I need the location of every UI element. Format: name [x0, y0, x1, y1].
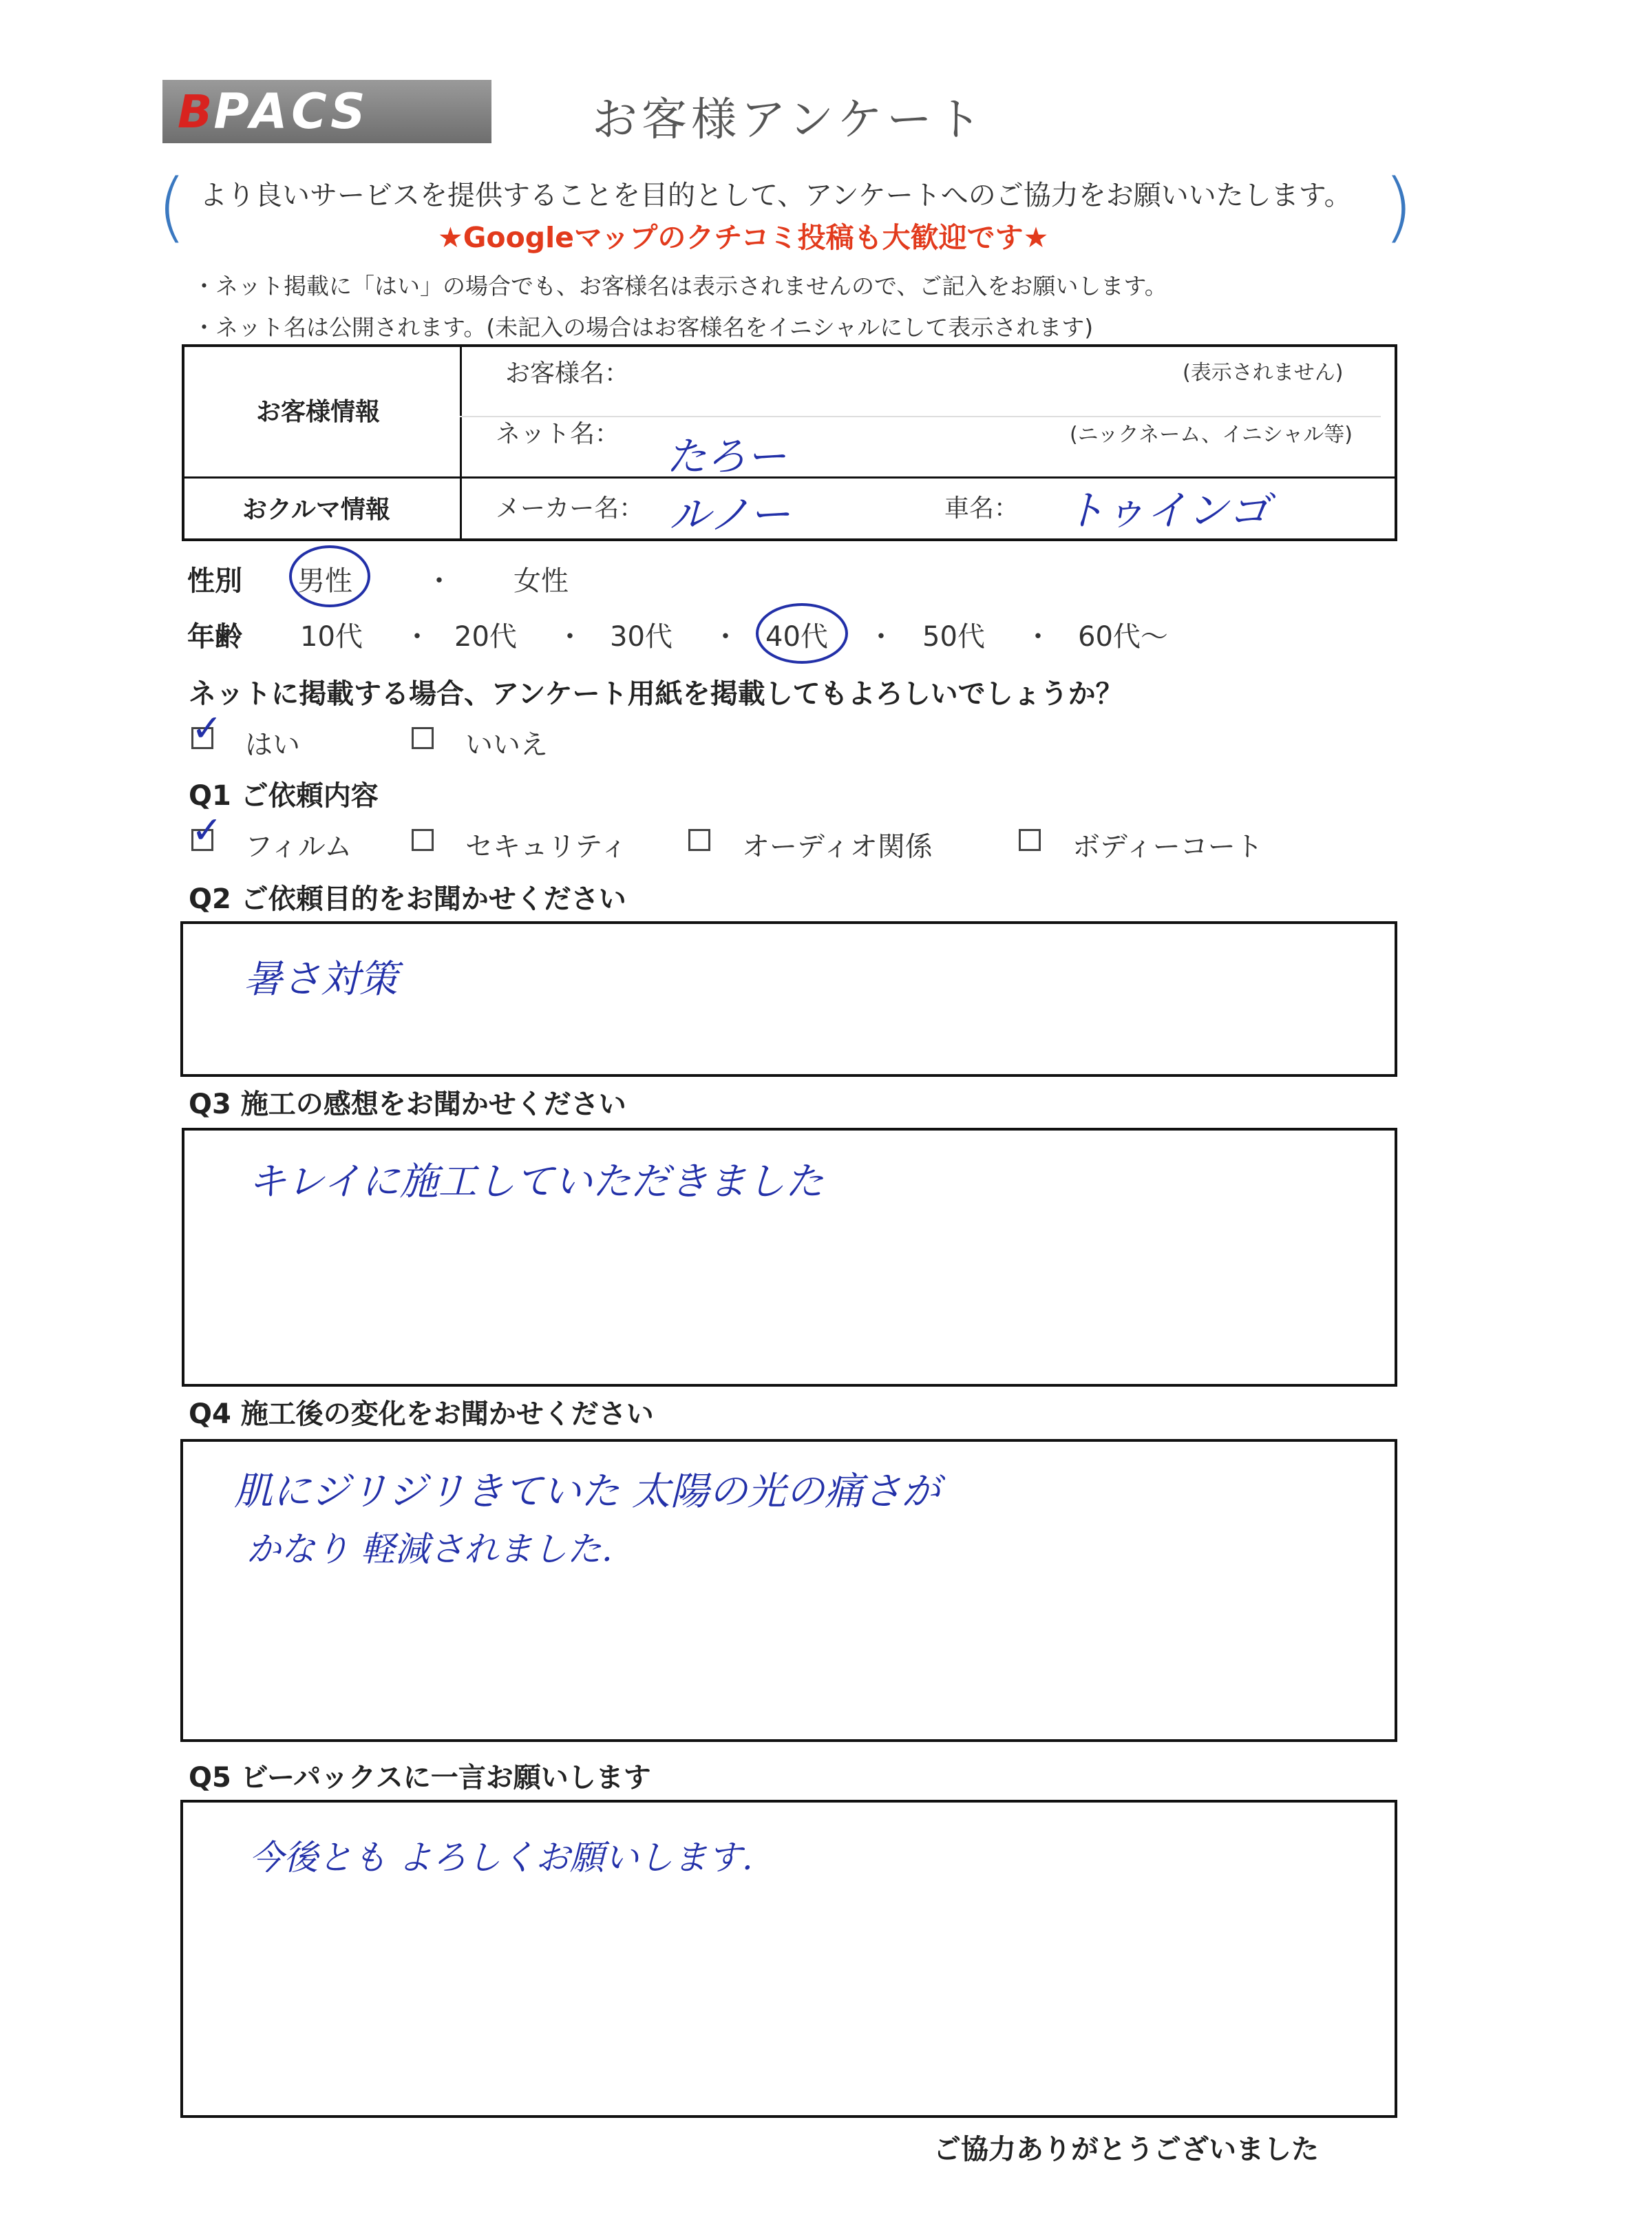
- option-separator: ・: [556, 621, 584, 653]
- q4-label: Q4 施工後の変化をお聞かせください: [189, 1398, 654, 1430]
- maker-value: ルノー: [669, 491, 790, 539]
- age-option-50s[interactable]: 50代: [922, 621, 985, 653]
- note-line-1: ・ネット掲載に「はい」の場合でも、お客様名は表示されませんので、ご記入をお願いします。: [193, 273, 1167, 300]
- car-info-header: おクルマ情報: [242, 496, 390, 524]
- option-separator: ・: [867, 621, 895, 653]
- q1-bodycoat-label: ボディーコート: [1072, 831, 1263, 863]
- gender-label: 性別: [187, 565, 242, 597]
- q3-answer-box[interactable]: [182, 1128, 1397, 1387]
- age-label: 年齢: [187, 621, 242, 653]
- right-bracket-decoration: ): [1384, 162, 1413, 251]
- note-line-2: ・ネット名は公開されます。(未記入の場合はお客様名をイニシャルにして表示されます): [193, 314, 1094, 341]
- gender-option-female[interactable]: 女性: [513, 565, 569, 597]
- q1-security-checkbox[interactable]: [412, 829, 434, 851]
- age-option-40s[interactable]: 40代: [765, 621, 828, 653]
- option-separator: ・: [403, 621, 431, 653]
- q3-label: Q3 施工の感想をお聞かせください: [189, 1089, 626, 1120]
- logo-mark: B: [178, 85, 211, 138]
- bpacs-logo: [162, 80, 491, 143]
- table-divider: [460, 347, 462, 538]
- check-mark-icon: ✓: [191, 808, 223, 852]
- q1-label: Q1 ご依頼内容: [189, 780, 379, 812]
- customer-info-header: お客様情報: [256, 398, 381, 426]
- net-name-note: (ニックネーム、イニシャル等): [1070, 423, 1353, 447]
- age-option-20s[interactable]: 20代: [454, 621, 517, 653]
- q5-answer: 今後とも よろしくお願いします.: [249, 1838, 753, 1878]
- q1-audio-label: オーディオ関係: [742, 831, 933, 863]
- customer-name-note: (表示されません): [1183, 361, 1344, 385]
- option-separator: ・: [712, 621, 739, 653]
- q1-film-label: フィルム: [245, 831, 352, 863]
- q4-answer-line-1: 肌にジリジリきていた 太陽の光の痛さが: [234, 1469, 940, 1514]
- page-title: お客様アンケート: [592, 93, 986, 146]
- publish-no-label: いいえ: [465, 729, 548, 761]
- q1-security-label: セキュリティ: [465, 831, 628, 863]
- net-name-value: たろー: [666, 433, 787, 480]
- maker-label: メーカー名：: [496, 494, 644, 523]
- q2-answer-box[interactable]: [180, 921, 1397, 1077]
- publish-yes-label: はい: [245, 729, 300, 761]
- q4-answer-box[interactable]: [180, 1439, 1397, 1742]
- publish-no-checkbox[interactable]: [412, 727, 434, 749]
- option-separator: ・: [425, 565, 453, 597]
- q4-answer-line-2: かなり 軽減されました.: [246, 1529, 613, 1569]
- q5-label: Q5 ビーパックスに一言お願いします: [189, 1762, 651, 1794]
- intro-text: より良いサービスを提供することを目的として、アンケートへのご協力をお願いいたします。: [200, 180, 1352, 211]
- age-option-30s[interactable]: 30代: [610, 621, 673, 653]
- q1-audio-checkbox[interactable]: [688, 829, 710, 851]
- customer-name-label: お客様名：: [505, 359, 630, 388]
- car-name-label: 車名：: [944, 494, 1019, 523]
- age-option-60s[interactable]: 60代〜: [1078, 621, 1168, 653]
- car-name-value: トゥインゴ: [1064, 487, 1270, 535]
- check-mark-icon: ✓: [191, 706, 223, 750]
- q2-answer: 暑さ対策: [244, 957, 398, 1002]
- q3-answer: キレイに施工していただきました: [248, 1159, 824, 1204]
- q5-answer-box[interactable]: [180, 1800, 1397, 2118]
- age-option-10s[interactable]: 10代: [300, 621, 363, 653]
- publish-question: ネットに掲載する場合、アンケート用紙を掲載してもよろしいでしょうか？: [189, 678, 1123, 710]
- q2-label: Q2 ご依頼目的をお聞かせください: [189, 883, 626, 915]
- option-separator: ・: [1024, 621, 1052, 653]
- thanks-message: ご協力ありがとうございました: [933, 2134, 1319, 2165]
- google-review-banner: ★Googleマップのクチコミ投稿も大歓迎です★: [438, 221, 1049, 254]
- customer-info-table: [182, 344, 1397, 541]
- q1-bodycoat-checkbox[interactable]: [1019, 829, 1041, 851]
- logo-text: PACS: [213, 83, 371, 140]
- left-bracket-decoration: (: [157, 162, 187, 251]
- net-name-label: ネット名：: [496, 420, 620, 448]
- gender-option-male[interactable]: 男性: [297, 565, 352, 597]
